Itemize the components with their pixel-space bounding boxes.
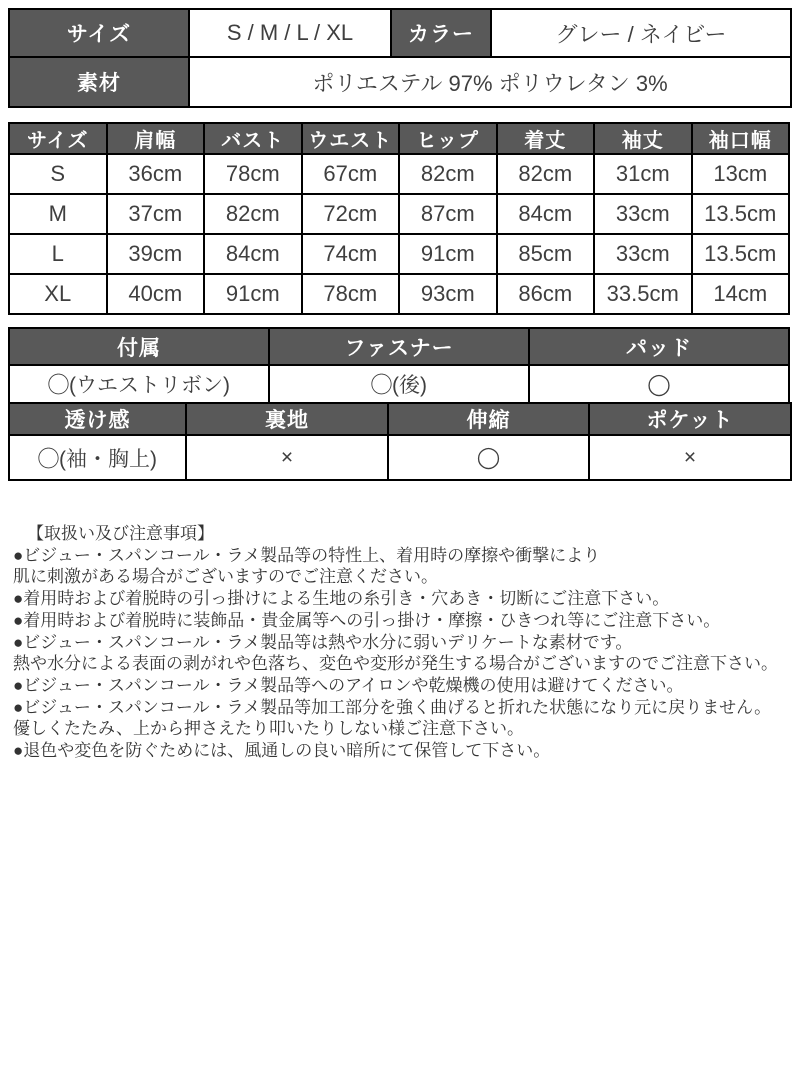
col-header-cuff: 袖口幅 [692,123,790,154]
measurement-cell: 39cm [107,234,205,274]
measurement-cell: 67cm [302,154,400,194]
measurements-table [8,122,790,315]
measurement-cell: L [9,234,107,274]
col-header-pad: パッド [529,328,789,365]
color-label: カラー [391,9,491,57]
care-note-line: ●着用時および着脱時の引っ掛けによる生地の糸引き・穴あき・切断にご注意下さい。 [13,589,670,609]
measurement-cell: XL [9,274,107,314]
measurement-cell: 33cm [594,194,692,234]
features-table-top [8,327,790,404]
measurement-cell: 78cm [302,274,400,314]
material-value: ポリエステル 97% ポリウレタン 3% [189,57,791,107]
care-note-line: ●ビジュー・スパンコール・ラメ製品等は熱や水分に弱いデリケートな素材です。 [13,632,633,652]
col-header-hip: ヒップ [399,123,497,154]
col-header-bust: バスト [204,123,302,154]
col-header-size: サイズ [9,123,107,154]
measurement-cell: 40cm [107,274,205,314]
measurement-cell: 84cm [497,194,595,234]
measurement-cell: 86cm [497,274,595,314]
care-note-line: 優しくたたみ、上から押さえたり叩いたりしない様ご注意下さい。 [13,719,525,739]
color-value: グレー / ネイビー [491,9,791,57]
fastener-value: ◯(後) [269,365,529,403]
table-row [9,154,789,194]
measurement-cell: 87cm [399,194,497,234]
measurement-cell: 31cm [594,154,692,194]
measurement-cell: 82cm [497,154,595,194]
pad-value: ◯ [529,365,789,403]
material-label: 素材 [9,57,189,107]
stretch-value: ◯ [388,435,589,480]
measurement-cell: 14cm [692,274,790,314]
features-table-bottom [8,402,792,481]
measurement-cell: 72cm [302,194,400,234]
sheerness-value: ◯(袖・胸上) [9,435,186,480]
col-header-sheerness: 透け感 [9,403,186,435]
measurement-cell: 84cm [204,234,302,274]
table-row [9,9,791,57]
care-notes-title: 【取扱い及び注意事項】 [27,524,214,543]
table-row [9,234,789,274]
table-row [9,435,791,480]
table-row [9,274,789,314]
measurement-cell: S [9,154,107,194]
measurement-cell: 91cm [204,274,302,314]
measurement-cell: 93cm [399,274,497,314]
lining-value: × [186,435,388,480]
care-note-line: 肌に刺激がある場合がございますのでご注意ください。 [13,567,438,587]
size-value: S / M / L / XL [189,9,391,57]
measurement-cell: 85cm [497,234,595,274]
measurement-cell: 78cm [204,154,302,194]
measurement-cell: 82cm [204,194,302,234]
measurement-cell: 82cm [399,154,497,194]
measurement-cell: 13cm [692,154,790,194]
table-row [9,57,791,107]
care-notes [8,523,792,762]
col-header-shoulder: 肩幅 [107,123,205,154]
care-note-line: ●着用時および着脱時に装飾品・貴金属等への引っ掛け・摩擦・ひきつれ等にご注意下さい。 [13,610,721,630]
col-header-fastener: ファスナー [269,328,529,365]
care-note-line: ●退色や変色を防ぐためには、風通しの良い暗所にて保管して下さい。 [13,741,551,761]
pocket-value: × [589,435,791,480]
table-row [9,194,789,234]
table-header-row [9,328,789,365]
table-row [9,365,789,403]
care-note-line: ●ビジュー・スパンコール・ラメ製品等の特性上、着用時の摩擦や衝撃により [13,545,601,565]
measurement-cell: M [9,194,107,234]
measurement-cell: 33cm [594,234,692,274]
size-label: サイズ [9,9,189,57]
table-header-row [9,403,791,435]
measurement-cell: 91cm [399,234,497,274]
measurement-cell: 36cm [107,154,205,194]
col-header-waist: ウエスト [302,123,400,154]
col-header-sleeve: 袖丈 [594,123,692,154]
accessories-value: ◯(ウエストリボン) [9,365,269,403]
measurement-cell: 37cm [107,194,205,234]
col-header-accessories: 付属 [9,328,269,365]
spec-table [8,8,792,108]
table-header-row [9,123,789,154]
care-note-line: 熱や水分による表面の剥がれや色落ち、変色や変形が発生する場合がございますのでご注意下さい。 [13,654,778,674]
measurement-cell: 33.5cm [594,274,692,314]
col-header-pocket: ポケット [589,403,791,435]
col-header-stretch: 伸縮 [388,403,589,435]
care-note-line: ●ビジュー・スパンコール・ラメ製品等へのアイロンや乾燥機の使用は避けてください。 [13,675,684,695]
measurement-cell: 13.5cm [692,194,790,234]
col-header-length: 着丈 [497,123,595,154]
measurement-cell: 13.5cm [692,234,790,274]
care-note-line: ●ビジュー・スパンコール・ラメ製品等加工部分を強く曲げると折れた状態になり元に戻りません。 [13,697,772,717]
col-header-lining: 裏地 [186,403,388,435]
measurement-cell: 74cm [302,234,400,274]
